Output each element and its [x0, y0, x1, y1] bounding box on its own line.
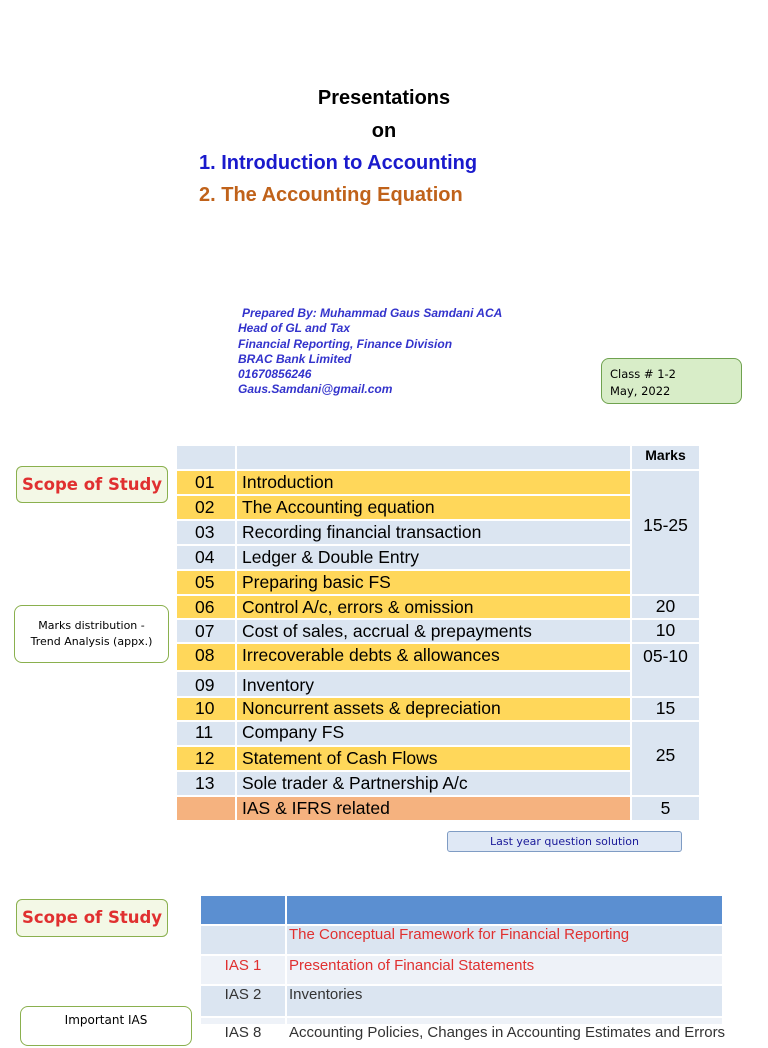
row-topic: Noncurrent assets & depreciation — [237, 698, 630, 720]
marks-cell: 15-25 — [632, 471, 699, 594]
row-number: 04 — [177, 546, 235, 569]
scope-of-study-label-2: Scope of Study — [16, 899, 168, 937]
row-number: 09 — [177, 672, 235, 696]
row-number: 13 — [177, 772, 235, 795]
ias-table-header-cell — [201, 896, 285, 924]
ias-title: Inventories — [287, 986, 722, 1016]
row-number: 06 — [177, 596, 235, 618]
row-number: 11 — [177, 722, 235, 745]
class-number: Class # 1-2 — [610, 367, 676, 381]
row-number: 08 — [177, 644, 235, 670]
prepared-by-title: Head of GL and Tax — [238, 321, 351, 336]
last-year-question-solution-button[interactable]: Last year question solution — [447, 831, 682, 852]
row-topic: Recording financial transaction — [237, 521, 630, 544]
marks-distribution-line2: Trend Analysis (appx.) — [30, 635, 153, 648]
class-date: May, 2022 — [610, 384, 671, 398]
row-number: 12 — [177, 747, 235, 770]
ias-title: Presentation of Financial Statements — [287, 956, 722, 984]
ias-table-header-cell — [287, 896, 722, 924]
row-topic: The Accounting equation — [237, 496, 630, 519]
class-info-box — [601, 358, 742, 404]
table-header-cell — [237, 446, 630, 469]
table-header-cell — [177, 446, 235, 469]
important-ias-box: Important IAS — [20, 1006, 192, 1046]
ias-code: IAS 2 — [201, 986, 285, 1016]
row-number: 02 — [177, 496, 235, 519]
ias-code: IAS 1 — [201, 956, 285, 984]
row-topic: Sole trader & Partnership A/c — [237, 772, 630, 795]
prepared-by-division: Financial Reporting, Finance Division — [238, 336, 453, 351]
row-topic: Statement of Cash Flows — [237, 747, 630, 770]
title-item-2: 2. The Accounting Equation — [199, 184, 463, 206]
row-topic: Inventory — [237, 672, 630, 696]
prepared-by-company: BRAC Bank Limited — [238, 351, 352, 366]
marks-cell: 15 — [632, 698, 699, 720]
marks-cell: 10 — [632, 620, 699, 642]
row-number: 03 — [177, 521, 235, 544]
marks-cell: 20 — [632, 596, 699, 618]
scope-of-study-label: Scope of Study — [16, 466, 168, 503]
table-header-marks: Marks — [632, 446, 699, 469]
prepared-by-block — [238, 306, 502, 398]
ias-code: IAS 8 — [201, 1018, 285, 1024]
row-topic: Control A/c, errors & omission — [237, 596, 630, 618]
row-number: 10 — [177, 698, 235, 720]
prepared-by-name: Prepared By: Muhammad Gaus Samdani ACA — [242, 306, 503, 320]
marks-cell: 5 — [632, 797, 699, 820]
title-on: on — [371, 120, 397, 142]
marks-cell: 05-10 — [632, 644, 699, 696]
row-topic: Company FS — [237, 722, 630, 745]
row-number: 01 — [177, 471, 235, 494]
row-topic: Introduction — [237, 471, 630, 494]
row-number — [177, 797, 235, 820]
row-number: 05 — [177, 571, 235, 594]
marks-distribution-box — [14, 605, 169, 663]
title-presentations: Presentations — [317, 87, 451, 109]
row-topic: Irrecoverable debts & allowances — [237, 644, 630, 670]
ias-code — [201, 926, 285, 954]
marks-distribution-line1: Marks distribution - — [38, 619, 145, 632]
row-topic: Cost of sales, accrual & prepayments — [237, 620, 630, 642]
ias-title: Accounting Policies, Changes in Accounting Estimates and Errors — [287, 1018, 722, 1024]
row-topic: IAS & IFRS related — [237, 797, 630, 820]
marks-cell: 25 — [632, 722, 699, 795]
prepared-by-email: Gaus.Samdani@gmail.com — [238, 382, 393, 397]
row-number: 07 — [177, 620, 235, 642]
row-topic: Preparing basic FS — [237, 571, 630, 594]
ias-title: The Conceptual Framework for Financial Reporting — [287, 926, 722, 954]
prepared-by-phone: 01670856246 — [238, 367, 312, 382]
row-topic: Ledger & Double Entry — [237, 546, 630, 569]
title-item-1: 1. Introduction to Accounting — [199, 152, 478, 174]
